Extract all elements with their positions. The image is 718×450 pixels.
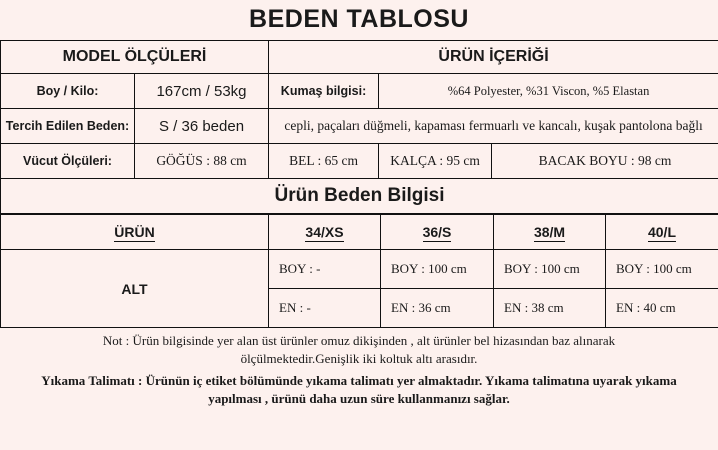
product-row-name: ALT: [1, 250, 269, 328]
table-row: [1, 41, 718, 74]
washing-instructions-note: [0, 367, 718, 407]
product-content-header: ÜRÜN İÇERİĞİ: [269, 41, 718, 74]
measurement-note-line1: Not : Ürün bilgisinde yer alan üst ürünler omuz dikişinden , alt ürünler bel hizasından baz alınarak: [102, 333, 616, 348]
table-row: [1, 179, 718, 214]
column-header-34xs-label: 34/XS: [305, 224, 344, 240]
fabric-info-label: Kumaş bilgisi:: [269, 74, 379, 109]
preferred-size-label: Tercih Edilen Beden:: [1, 109, 135, 144]
column-header-36s: [381, 215, 494, 250]
width-40l: EN : 40 cm: [606, 289, 718, 328]
height-weight-value: 167cm / 53kg: [135, 74, 269, 109]
length-38m: BOY : 100 cm: [494, 250, 606, 289]
product-size-table: [0, 214, 718, 328]
length-36s: BOY : 100 cm: [381, 250, 494, 289]
washing-instructions-line2: yapılması , ürünü daha uzun süre kullanmanızı sağlar.: [208, 390, 510, 406]
fabric-info-value: %64 Polyester, %31 Viscon, %5 Elastan: [379, 74, 718, 109]
table-row: [1, 109, 718, 144]
column-header-40l: [606, 215, 718, 250]
bust-measurement: GÖĞÜS : 88 cm: [135, 144, 269, 179]
preferred-size-value: S / 36 beden: [135, 109, 269, 144]
length-34xs: BOY : -: [269, 250, 381, 289]
column-header-34xs: [269, 215, 381, 250]
waist-measurement: BEL : 65 cm: [269, 144, 379, 179]
product-size-info-title: Ürün Beden Bilgisi: [1, 179, 718, 214]
column-header-38m-label: 38/M: [533, 224, 566, 240]
column-header-40l-label: 40/L: [647, 224, 676, 240]
width-34xs: EN : -: [269, 289, 381, 328]
column-header-product-label: ÜRÜN: [114, 224, 155, 240]
table-row: [1, 250, 718, 289]
column-header-38m: [494, 215, 606, 250]
washing-instructions-line1: Yıkama Talimatı : Ürünün iç etiket bölümünde yıkama talimatı yer almaktadır. Yıkama talimatına uyarak yıkama: [41, 373, 677, 389]
width-38m: EN : 38 cm: [494, 289, 606, 328]
width-36s: EN : 36 cm: [381, 289, 494, 328]
page-title: BEDEN TABLOSU: [249, 5, 469, 33]
table-row: [1, 144, 718, 179]
hip-measurement: KALÇA : 95 cm: [379, 144, 492, 179]
model-measurements-table: [0, 40, 718, 214]
column-header-product: [1, 215, 269, 250]
measurement-note-line2: ölçülmektedir.Genişlik iki koltuk altı arasıdır.: [240, 350, 478, 366]
model-measurements-header: MODEL ÖLÇÜLERİ: [1, 41, 269, 74]
length-40l: BOY : 100 cm: [606, 250, 718, 289]
body-measurements-label: Vücut Ölçüleri:: [1, 144, 135, 179]
height-weight-label: Boy / Kilo:: [1, 74, 135, 109]
measurement-note: [0, 328, 718, 367]
table-row: [1, 74, 718, 109]
table-row: [1, 215, 718, 250]
column-header-36s-label: 36/S: [422, 224, 452, 240]
leg-length-measurement: BACAK BOYU : 98 cm: [492, 144, 718, 179]
product-details-value: cepli, paçaları düğmeli, kapaması fermuarlı ve kancalı, kuşak pantolona bağlı: [269, 109, 718, 144]
